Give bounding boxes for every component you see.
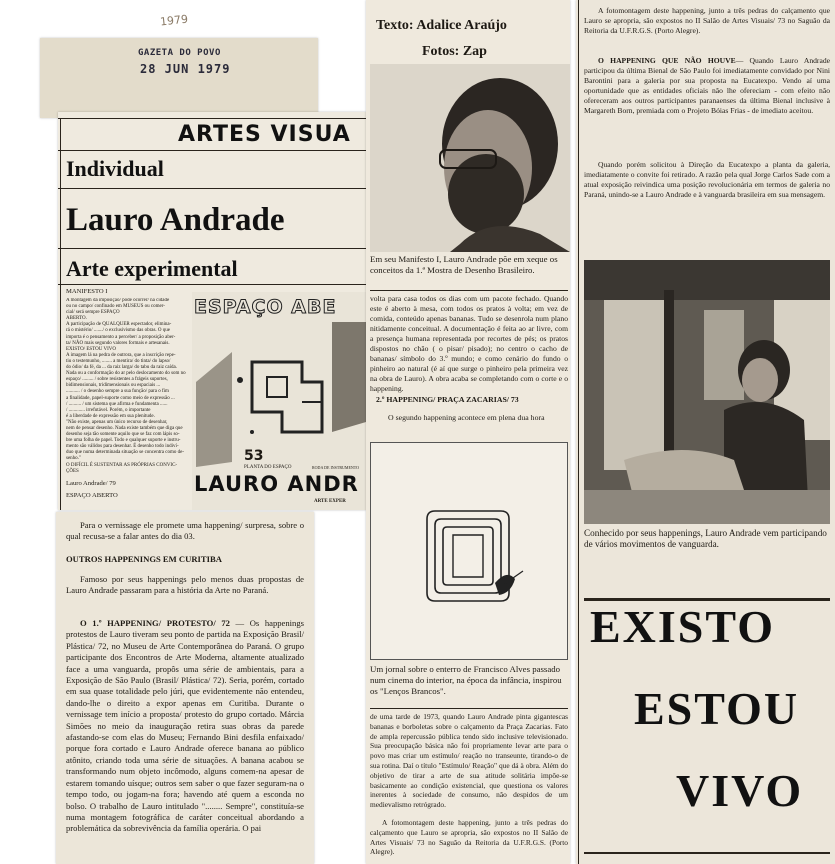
- manifesto-title: MANIFESTO I: [66, 288, 108, 295]
- right-column-clipping: [576, 0, 835, 864]
- left-column-clipping: [56, 512, 314, 864]
- middle-body-4: A fotomontagem deste happening, junto a três pedras do calçamento que Lauro se apropria, são expostos no II Salão de Artes Visuais/ 73 no Saguão da Reitoria da U.F.R.G.S. (Porto Alegre).: [370, 818, 568, 857]
- espaco-aberto-heading: ESPAÇO ABE: [194, 296, 337, 318]
- middle-body-2: O segundo happening acontece em plena dua hora: [388, 413, 545, 422]
- manifesto-line: A imagem lá na pedra de outrora, que a inscrição repe-: [66, 352, 176, 358]
- section-heading: OUTROS HAPPENINGS EM CURITIBA: [66, 554, 222, 564]
- manifesto-line: ou no campo/ confinado em MUSEUS ou comer-: [66, 304, 165, 310]
- kicker: Individual: [66, 156, 164, 181]
- espaco-aberto-label: ESPAÇO ABERTO: [66, 492, 118, 499]
- manifesto-line: EXISTO/ ESTOU VIVO: [66, 346, 117, 352]
- espaco-aberto-graphic: [192, 292, 366, 510]
- happening-2-subhead: 2.º HAPPENING/ PRAÇA ZACARIAS/ 73: [376, 395, 519, 404]
- manifesto-line: duo que numa determinada situação se concentra como de-: [66, 450, 185, 456]
- manifesto-line: cial/ será sempre ESPAÇO: [66, 310, 120, 316]
- right-body-1: [584, 56, 830, 116]
- manifesto-line: espaço/ ......... / sobre resistentes a frágeis suportes,: [66, 377, 168, 383]
- manifesto-line: ta/ NÃO mais segundo valores formais e artesanais.: [66, 340, 170, 346]
- subtitle: Arte experimental: [66, 256, 238, 281]
- manifesto-line: / .......... / um sistema que afirma e fundamenta ......: [66, 401, 168, 407]
- manifesto-line: mento são válidos para desenhar. É desenho todo indiví-: [66, 444, 179, 450]
- right-top-text: A fotomontagem deste happening, junto a três pedras do calçamento que Lauro se apropria, são expostos no II Salão de Artes Visuais/ 73 no Saguão da Reitoria da U.F.R.G.S. (Porto Alegre).: [584, 6, 830, 35]
- artist-seated-photo: [584, 260, 830, 524]
- portrait-caption: Em seu Manifesto I, Lauro Andrade põe em xeque os conceitos da 1.ª Mostra de Desenho Brasileiro.: [370, 254, 558, 275]
- clipping-source: GAZETA DO POVO: [138, 48, 221, 58]
- manifesto-sign: Lauro Andrade/ 79: [66, 480, 116, 487]
- credit-text: Texto: Adalice Araújo: [376, 18, 507, 33]
- manifesto-line: / ............. irrefutável. Porém, o importante: [66, 407, 151, 413]
- manifesto-line: O DIFÍCIL É SUSTENTAR AS PRÓPRIAS CONVIC-: [66, 462, 178, 468]
- bottom-small: ARTE EXPER: [314, 499, 346, 504]
- manifesto-line: desenho seja tão somente aquilo que se faz com lápis so-: [66, 432, 180, 438]
- artist-portrait-photo: [370, 64, 570, 252]
- manifesto-line: importa é o pensamento a perceber/ a proposição aber-: [66, 334, 176, 340]
- happening-nao-houve-subhead: O HAPPENING QUE NÃO HOUVE: [598, 56, 736, 65]
- manifesto-line: ÇÕES: [66, 468, 79, 474]
- manifesto-line: bre uma folha de papel. Todo e qualquer suporte e instru-: [66, 438, 181, 444]
- intro-paragraph: Para o vernissage ele promete uma happening/ surpresa, sobre o qual recusa-se a falar antes do dia 03.: [66, 520, 304, 542]
- manifesto-line: ABERTO.: [66, 316, 87, 322]
- floor-number: 53: [244, 448, 264, 464]
- clipping-date: 28 JUN 1979: [140, 62, 231, 76]
- manifesto-line: Nada ou a conformação do ar pelo deslocamento do som no: [66, 371, 186, 377]
- floor-plan-drawing: [192, 322, 366, 472]
- section-title: ARTES VISUA: [178, 122, 351, 147]
- manifesto-line: nem de pensar desenho. Nada existe também que diga que: [66, 425, 183, 431]
- headline-existo: EXISTO: [590, 601, 776, 652]
- headline-vivo: VIVO: [676, 765, 804, 816]
- archive-note: 1979: [159, 12, 189, 29]
- manifesto-line: é a liberdade de expressão em sua plenitude.: [66, 413, 155, 419]
- manifesto-line: "Não existe, apenas um único recurso de desenhar,: [66, 419, 168, 425]
- lead-paragraph: Famoso por seus happenings pelo menos duas propostas de Lauro Andrade passaram para a história da Arte no Paraná.: [66, 574, 304, 596]
- happening-1-body: — Os happenings protestos de Lauro tiveram seu ponto de partida na Exposição Brasil/ Plástica/ 72, no Museu de Arte Contemporânea do Paraná. O grupo participante dos Encontros de Arte Moderna, altamente atualizado face a uma vanguarda, propôs uma série de ambientais, para a Exposição de São Paulo (Brasil/ Plástica/ 72). Seria, porém, cortado em sua quase totalidade pelo júri, que evidentemente não entendeu, dando-lhe o direito a expor apenas em Curitiba. Durante o vernissage tem início a proposta/ protesto do grupo cortado. Márcia Simões no meio da inauguração retira suas obras da parede afastando-se com elas do Museu; Fernando Bini desfila enfaixado/ porque fora cortado e Lauro Andrade oferece banana ao público atônito, criando toda uma série de situações. A banana acabou se transformando num objeto incômodo, alguns comem-na apesar de estarem tomando uísque; outros sem saber o que fazer seguram-na o tempo todo, ou jogam-na fora; havendo até quem a esconda no bolso. O trabalho de Lauro intitulado "........ Sempre", constituía-se numa montagem fotográfica de caráter conceitual abordando a problemática da sobrevivência da família operária. O pai: [66, 618, 304, 834]
- artist-title: Lauro Andrade: [66, 202, 285, 238]
- manifesto-line: a finalidade, papel-suporte como meio de expressão ...: [66, 395, 175, 401]
- drawing-image: [371, 443, 568, 660]
- seated-image: [584, 260, 830, 524]
- manifesto-line: A participação de QUALQUER espectador, elimina-: [66, 322, 172, 328]
- manifesto-line: rá o mistério/ ......./ o exclusivismo das obras. O que: [66, 328, 171, 334]
- credit-photo: Fotos: Zap: [422, 44, 487, 59]
- floor-caption: PLANTA DO ESPAÇO: [244, 465, 292, 470]
- happening-1-subhead: O 1.º HAPPENING/ PROTESTO/ 72: [80, 618, 230, 628]
- bottom-title: LAURO ANDR: [194, 472, 359, 496]
- middle-body-3: de uma tarde de 1973, quando Lauro Andrade pinta gigantescas bananas e borboletas sobre o calçamento da Praça Zacarias. Fato de ampla repercussão pública tendo sido inclusive televisionado. Sua preocupação básica não foi propriamente levar arte para o povo mas criar um estímulo/ reação no transeunte, tirando-o de sua rotina. Daí o título "Estímulo/ Reação" que dá à obra. Além do objetivo de tirar a arte de sua atitude solitária impõe-se basicamente ao condição existencial, que questiona os valores inerentes à sociedade de consumo, não despidos de um medievalismo retrógrado.: [370, 712, 568, 810]
- happening-1-paragraph: [66, 618, 304, 862]
- middle-body-1: volta para casa todos os dias com um pacote fechado. Quando este é aberto à mesa, com todos os pratos à volta; em vez de comida, conteúdo apenas bananas. Tudo se desenrola num plano nitidamente conceitual. A documentação é feita ao ar livre, com a presença humana representada por recortes de pés; os pratos dispostos no chão ( o pisar/ pisado); no centro o cacho de bananas/ símbolo do 3.º mundo; e como cenário do fundo o pinheiro ao natural (é aí que surge o pinheiro pela primeira vez na obra de Lauro). A obra acaba se completando com o corte e o happening.: [370, 294, 568, 393]
- manifesto-line: tiu o testemunho, ........ a mentira/ do tinta/ do lapso/: [66, 358, 171, 364]
- drawing-caption: Um jornal sobre o enterro de Francisco Alves passado num cinema do interior, na época da infância, inspirou os "Lenços Brancos".: [370, 664, 562, 696]
- lencos-brancos-drawing: [370, 442, 568, 660]
- manifesto-line: do ódio/ da fé, da ... da raiz larga/ do tabu da raiz caída.: [66, 365, 177, 371]
- middle-column-clipping: [366, 0, 570, 864]
- headline-estou: ESTOU: [634, 683, 800, 734]
- manifesto-line: ........... / o desenho sempre a sua função/ para o fim: [66, 389, 169, 395]
- manifesto-line: senho.": [66, 456, 81, 462]
- manifesto-line: A montagem da imposição/ pode ocorrer/ na cidade: [66, 298, 170, 303]
- floor-small-caption: RODA DE INSTRUMENTO: [312, 465, 360, 470]
- portrait-image: [370, 64, 570, 252]
- seated-caption: Conhecido por seus happenings, Lauro Andrade vem participando de vários movimentos de vanguarda.: [584, 528, 827, 549]
- happening-nao-houve-body: — Quando Lauro Andrade participou da última Bienal de São Paulo foi imediatamente convidado por Nini Barontini para a galeria por sua proposta na Eucatexpo. Vendo aí uma oportunidade que as entidades oficiais não lhe ofereciam - com efeito não ofereceram aos outros participantes paranaenses da última Bienal inclusive à Margareth Born, premiada com o Projeto Bóias Frias - de imediato aceitou.: [584, 56, 830, 115]
- manifesto-line: bidimensionais, tridimensionais ou espaciais ...: [66, 383, 161, 389]
- manifesto-text: [66, 298, 190, 476]
- right-body-2: Quando porém solicitou à Direção da Eucatexpo a planta da galeria, imediatamente o convite foi retirado. A razão pela qual Jorge Carlos Sade com a atual exposição reivindica uma posição revolucionária em termos de galeria no Paraná, unindo-se a Lauro Andrade e à vanguarda brasileira em sua mensagem.: [584, 160, 830, 199]
- magazine-clipping: [58, 112, 366, 510]
